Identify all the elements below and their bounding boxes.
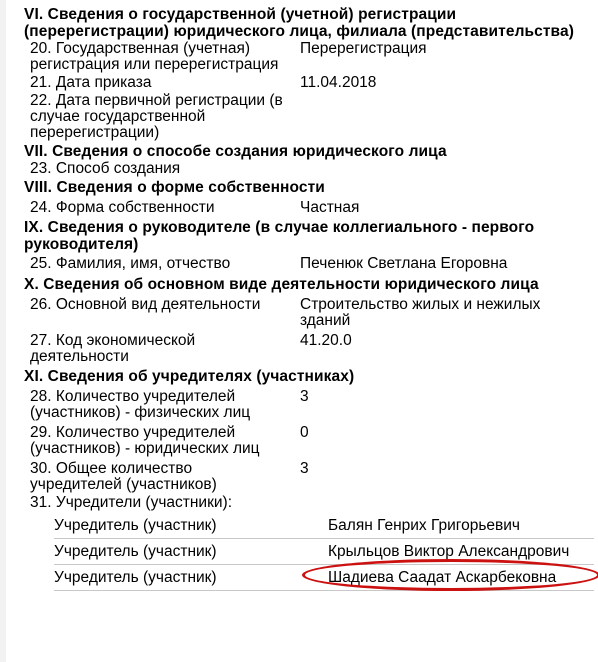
section-11-heading: XI. Сведения об учредителях (участниках) xyxy=(24,368,355,385)
field-label xyxy=(30,461,300,493)
section-10-heading: X. Сведения об основном виде деятельности юридического лица xyxy=(24,276,539,293)
founder-name: Шадиева Саадат Аскарбековна xyxy=(328,568,557,586)
field-value: Печенюк Светлана Егоровна xyxy=(300,255,508,272)
section-6-title-line-2: (перерегистрации) юридического лица, филиала (представительства) xyxy=(24,23,574,40)
section-9-title-line-2: руководителя) xyxy=(24,236,139,253)
field-label-line: 22. Дата первичной регистрации (в xyxy=(30,92,283,109)
section-8-heading: VIII. Сведения о форме собственности xyxy=(24,179,325,196)
field-label-line: (участников) - физических лиц xyxy=(30,404,251,421)
founder-role: Учредитель (участник) xyxy=(54,542,217,560)
section-7-heading: VII. Сведения о способе создания юридического лица xyxy=(24,143,447,160)
founder-row xyxy=(54,513,594,539)
field-label-line: 20. Государственная (учетная) xyxy=(30,40,250,57)
field-label-line: 28. Количество учредителей xyxy=(30,388,236,405)
field-value: 41.20.0 xyxy=(300,332,352,349)
field-value: 0 xyxy=(300,424,309,441)
field-value xyxy=(300,297,592,329)
founder-row xyxy=(54,539,594,565)
field-value-line: зданий xyxy=(300,312,351,329)
field-label-line: случае государственной xyxy=(30,108,206,125)
field-value: Перерегистрация xyxy=(300,40,427,57)
field-value: Частная xyxy=(300,199,360,216)
field-label-line: 30. Общее количество xyxy=(30,460,193,477)
field-label: 23. Способ создания xyxy=(30,160,181,177)
field-label-line: деятельности xyxy=(30,348,129,365)
field-label-line: 27. Код экономической xyxy=(30,332,196,349)
field-value: 11.04.2018 xyxy=(300,74,377,91)
founders-table xyxy=(54,513,594,591)
field-label: 24. Форма собственности xyxy=(30,199,215,216)
field-label: 31. Учредители (участники): xyxy=(30,494,232,511)
field-label-line: 29. Количество учредителей xyxy=(30,424,236,441)
field-label-line: перерегистрации) xyxy=(30,124,160,141)
left-margin-strip xyxy=(0,0,6,662)
field-row-25 xyxy=(24,256,592,272)
section-9-heading xyxy=(24,219,592,253)
founder-role: Учредитель (участник) xyxy=(54,516,217,534)
field-row-27 xyxy=(24,333,592,365)
field-value-line: Строительство жилых и нежилых xyxy=(300,296,541,313)
field-label: 21. Дата приказа xyxy=(30,74,152,91)
field-label xyxy=(30,389,300,421)
field-row-20 xyxy=(24,41,592,73)
field-row-28 xyxy=(24,389,592,421)
field-row-29 xyxy=(24,425,592,457)
field-row-23 xyxy=(24,161,592,177)
field-row-26 xyxy=(24,297,592,329)
field-row-24 xyxy=(24,200,592,216)
section-9-title-line-1: IX. Сведения о руководителе (в случае коллегиального - первого xyxy=(24,219,535,236)
field-label-line: учредителей (участников) xyxy=(30,476,217,493)
field-row-31 xyxy=(24,495,592,511)
founder-name: Балян Генрих Григорьевич xyxy=(328,516,520,534)
field-value: 3 xyxy=(300,460,309,477)
field-row-22 xyxy=(24,93,592,141)
founder-name: Крыльцов Виктор Александрович xyxy=(328,542,570,560)
field-label xyxy=(30,41,300,73)
field-label: 26. Основной вид деятельности xyxy=(30,296,261,313)
section-6-heading xyxy=(24,6,592,40)
field-label xyxy=(30,93,300,141)
field-value: 3 xyxy=(300,388,309,405)
field-label-line: (участников) - юридических лиц xyxy=(30,440,260,457)
field-label xyxy=(30,333,300,365)
founder-row-highlighted xyxy=(54,565,594,591)
founder-role: Учредитель (участник) xyxy=(54,568,217,586)
field-row-30 xyxy=(24,461,592,493)
section-6-title-line-1: VI. Сведения о государственной (учетной) регистрации xyxy=(24,6,457,23)
field-label: 25. Фамилия, имя, отчество xyxy=(30,255,231,272)
field-label-line: регистрация или перерегистрация xyxy=(30,56,279,73)
field-row-21 xyxy=(24,75,592,91)
field-label xyxy=(30,425,300,457)
document-content xyxy=(24,6,592,591)
